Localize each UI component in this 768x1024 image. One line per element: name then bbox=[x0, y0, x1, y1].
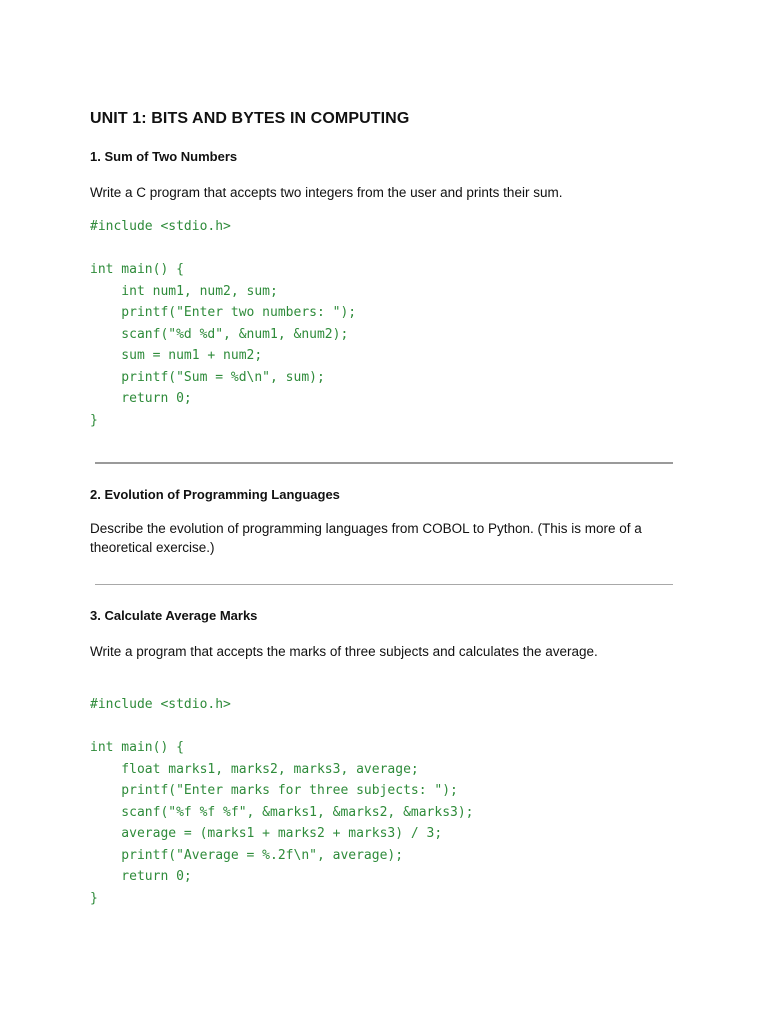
section-2-description: Describe the evolution of programming languages from COBOL to Python. (This is more of a theoretical exercise.) bbox=[90, 521, 642, 555]
section-divider bbox=[95, 584, 673, 585]
section-1-code-include: #include <stdio.h> bbox=[90, 219, 231, 234]
document-title: UNIT 1: BITS AND BYTES IN COMPUTING bbox=[90, 110, 410, 127]
section-1-description: Write a C program that accepts two integers from the user and prints their sum. bbox=[90, 185, 563, 200]
section-3-description: Write a program that accepts the marks of three subjects and calculates the average. bbox=[90, 644, 598, 659]
section-2-heading: 2. Evolution of Programming Languages bbox=[90, 487, 340, 502]
section-3-code-body: int main() { float marks1, marks2, marks3, average; printf("Enter marks for three subjects: "); scanf("%f %f %f", &marks1, &marks2, &marks3); average = (marks1 + marks2 + marks3) / 3; printf("Average = %.2f\n", average); return 0; } bbox=[90, 740, 474, 906]
section-1-heading: 1. Sum of Two Numbers bbox=[90, 149, 238, 164]
section-divider bbox=[95, 462, 673, 464]
section-3-code-include: #include <stdio.h> bbox=[90, 697, 231, 712]
section-3-heading: 3. Calculate Average Marks bbox=[90, 608, 258, 623]
section-1-code-body: int main() { int num1, num2, sum; printf("Enter two numbers: "); scanf("%d %d", &num1, &num2); sum = num1 + num2; printf("Sum = %d\n", sum); return 0; } bbox=[90, 262, 357, 428]
